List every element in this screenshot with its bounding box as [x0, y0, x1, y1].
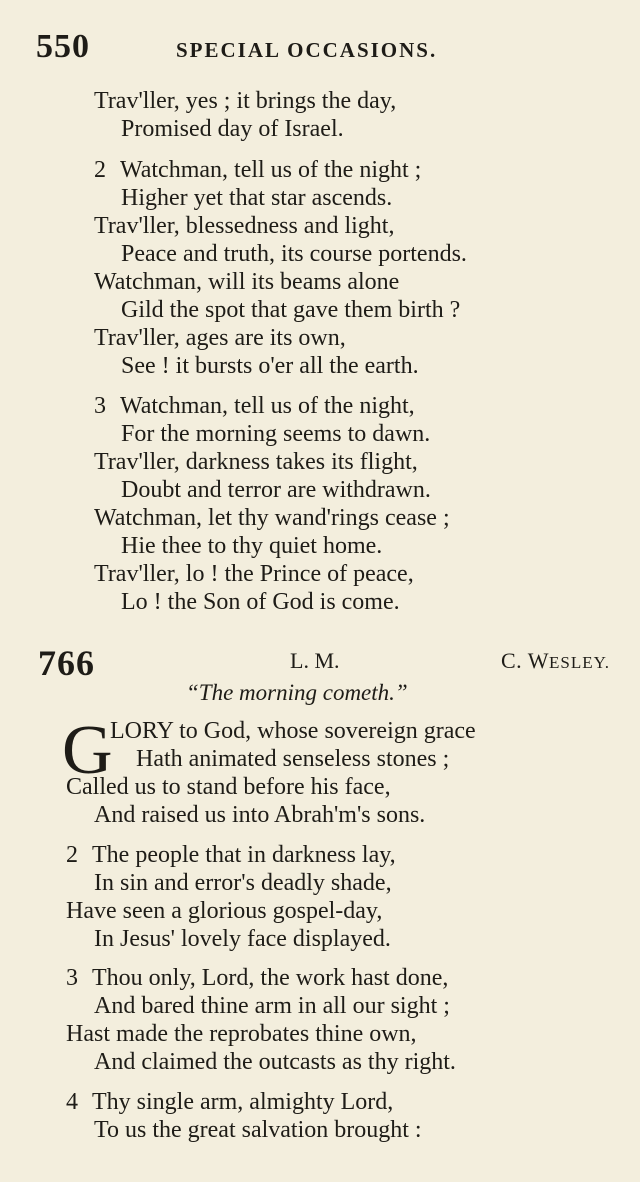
verse-line: Promised day of Israel. — [121, 116, 344, 142]
verse-line: Gild the spot that gave them birth ? — [121, 297, 461, 323]
verse-line: Peace and truth, its course portends. — [121, 241, 467, 267]
verse-line: Doubt and terror are withdrawn. — [121, 477, 431, 503]
verse-line: In Jesus' lovely face displayed. — [94, 926, 391, 952]
running-title: SPECIAL OCCASIONS. — [176, 38, 438, 62]
verse-line: Trav'ller, yes ; it brings the day, — [94, 88, 397, 114]
page-number: 550 — [36, 28, 90, 65]
hymn-heading — [38, 642, 610, 682]
verse-line: For the morning seems to dawn. — [121, 421, 431, 447]
verse-line: Trav'ller, ages are its own, — [94, 325, 346, 351]
verse-line: LORY to God, whose sovereign grace — [110, 718, 476, 744]
hymn-subtitle: “The morning cometh.” — [186, 680, 408, 705]
stanza-number: 3 — [66, 965, 78, 991]
stanza-number: 2 — [94, 157, 106, 183]
hymn-number: 766 — [38, 643, 95, 683]
verse-line: 2 Watchman, tell us of the night ; — [94, 157, 422, 183]
verse-line: Watchman, let thy wand'rings cease ; — [94, 505, 450, 531]
hymn-author: C. WESLEY. — [501, 648, 610, 673]
verse-line: To us the great salvation brought : — [94, 1117, 422, 1143]
verse-line: See ! it bursts o'er all the earth. — [121, 353, 419, 379]
verse-line: Trav'ller, blessedness and light, — [94, 213, 395, 239]
verse-line: Higher yet that star ascends. — [121, 185, 393, 211]
verse-line: And bared thine arm in all our sight ; — [94, 993, 450, 1019]
verse-line: Hie thee to thy quiet home. — [121, 533, 383, 559]
verse-line: Called us to stand before his face, — [66, 774, 391, 800]
verse-line: In sin and error's deadly shade, — [94, 870, 392, 896]
drop-cap: G — [62, 712, 113, 789]
verse-line: Trav'ller, darkness takes its flight, — [94, 449, 418, 475]
stanza-number: 4 — [66, 1089, 78, 1115]
verse-line: Lo ! the Son of God is come. — [121, 589, 400, 615]
verse-line: And raised us into Abrah'm's sons. — [94, 802, 426, 828]
hymn-meter: L. M. — [290, 648, 340, 673]
stanza-number: 2 — [66, 842, 78, 868]
verse-line: Trav'ller, lo ! the Prince of peace, — [94, 561, 414, 587]
verse-line: Have seen a glorious gospel-day, — [66, 898, 383, 924]
verse-line: Watchman, will its beams alone — [94, 269, 400, 295]
verse-line: 4 Thy single arm, almighty Lord, — [66, 1089, 394, 1115]
verse-line: 2 The people that in darkness lay, — [66, 842, 396, 868]
verse-line: Hast made the reprobates thine own, — [66, 1021, 417, 1047]
verse-line: 3 Thou only, Lord, the work hast done, — [66, 965, 449, 991]
verse-line: Hath animated senseless stones ; — [136, 746, 450, 772]
verse-line: 3 Watchman, tell us of the night, — [94, 393, 415, 419]
verse-line: And claimed the outcasts as thy right. — [94, 1049, 456, 1075]
page-header — [36, 28, 606, 72]
stanza-number: 3 — [94, 393, 106, 419]
